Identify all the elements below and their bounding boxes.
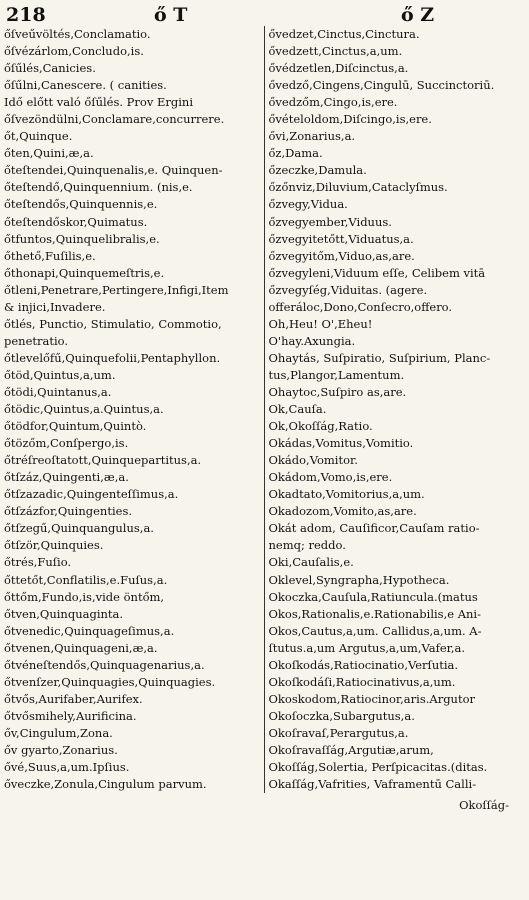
entry-line: O'hay.Axungia.	[268, 333, 356, 348]
page-number: 218	[6, 4, 46, 26]
entry-line: nemq; reddo.	[268, 538, 346, 553]
catchword: Okoſſág-	[459, 798, 509, 813]
entry-line: Oki,Cauſalis,e.	[268, 555, 354, 570]
entry-line: Okadtato,Vomitorius,a,um.	[268, 487, 425, 502]
columns	[4, 26, 525, 793]
entry-line: őz,Dama.	[268, 146, 323, 161]
entry-line: őttőm,Fundo,is,vide öntőm,	[4, 589, 165, 604]
entry-line: Okoſkodáſi,Ratiocinativus,a,um.	[268, 674, 456, 689]
entry-line: őthonapi,Quinquemeſtris,e.	[4, 265, 165, 280]
entry-line: őveczke,Zonula,Cingulum parvum.	[4, 777, 207, 792]
entry-line: őteſtendő,Quinquennium. (nis,e.	[4, 180, 193, 195]
entry-line: & injici,Invadere.	[4, 299, 106, 314]
entry-line: ővedző,Cingens,Cingulū, Succinctoriū.	[268, 78, 495, 93]
entry-line: Okádom,Vomo,is,ere.	[268, 470, 393, 485]
entry-line: őtſzör,Quinquies.	[4, 538, 104, 553]
entry-line: őtleni,Penetrare,Pertingere,Infigi,Item	[4, 282, 229, 297]
entry-line: őtſzáz,Quingenti,æ,a.	[4, 470, 129, 485]
entry-line: őtréſreoſtatott,Quinquepartitus,a.	[4, 453, 202, 468]
entry-line: őzeczke,Damula.	[268, 163, 367, 178]
entry-line: őzvegyember,Viduus.	[268, 214, 392, 229]
entry-line: Okoſoczka,Subargutus,a.	[268, 708, 415, 723]
left-column	[4, 26, 265, 793]
entry-line: Okoſravaſ,Perargutus,a.	[268, 725, 409, 740]
entry-line: Ok,Okoſſág,Ratio.	[268, 419, 373, 434]
entry-line: őzvegy,Vidua.	[268, 197, 348, 212]
entry-line: őtvenen,Quinquageni,æ,a.	[4, 640, 158, 655]
entry-line: ſtutus.a,um Argutus,a,um,Vafer,a.	[268, 640, 466, 655]
entry-line: őv,Cingulum,Zona.	[4, 725, 113, 740]
entry-line: őſűlni,Canescere. ( canities.	[4, 78, 167, 93]
entry-line: offeráloc,Dono,Conſecro,offero.	[268, 299, 453, 314]
entry-line: őſűlés,Canicies.	[4, 61, 96, 76]
entry-line: Ok,Cauſa.	[268, 402, 327, 417]
entry-line: őtvős,Aurifaber,Aurifex.	[4, 691, 143, 706]
right-running-head: ő Z	[401, 4, 435, 26]
left-running-head: ő T	[154, 4, 188, 26]
entry-line: Okoſſág,Solertia, Perſpicacitas.(ditas.	[268, 760, 488, 775]
entry-line: őtſzazadic,Quingenteſſimus,a.	[4, 487, 179, 502]
entry-line: őtödic,Quintus,a.Quintus,a.	[4, 402, 164, 417]
entry-line: őſveűvöltés,Conclamatio.	[4, 27, 151, 41]
entry-line: őſvezöndülni,Conclamare,concurrere.	[4, 112, 225, 127]
entry-line: őſvézárlom,Concludo,is.	[4, 44, 144, 59]
entry-line: őtödi,Quintanus,a.	[4, 384, 112, 399]
entry-line: őzőnviz,Diluvium,Cataclyſmus.	[268, 180, 448, 195]
entry-line: őteſtendős,Quinquennis,e.	[4, 197, 158, 212]
entry-line: ővé,Suus,a,um.Ipſius.	[4, 760, 130, 775]
entry-line: Okoſkodás,Ratiocinatio,Verſutia.	[268, 657, 459, 672]
entry-line: őtrés,Fuſio.	[4, 555, 72, 570]
entry-line: őtvenedic,Quinquageſimus,a.	[4, 623, 175, 638]
page-header	[4, 4, 525, 26]
entry-line: őt,Quinque.	[4, 129, 73, 144]
entry-line: Ohaytoc,Suſpiro as,are.	[268, 384, 407, 399]
entry-line: őtven,Quinquaginta.	[4, 606, 124, 621]
entry-line: őv gyarto,Zonarius.	[4, 742, 118, 757]
entry-line: őten,Quini,æ,a.	[4, 146, 94, 161]
entry-line: Okádo,Vomitor.	[268, 453, 358, 468]
entry-line: Oh,Heu! O',Eheu!	[268, 316, 373, 331]
entry-line: őzvegyleni,Viduum eſſe, Celibem vitā	[268, 265, 486, 280]
entry-line: ővedzőm,Cingo,is,ere.	[268, 95, 398, 110]
entry-line: őtözőm,Conſpergo,is.	[4, 436, 129, 451]
entry-line: Okoskodom,Ratiocinor,aris.Argutor	[268, 691, 476, 706]
entry-line: Ohaytás, Suſpiratio, Suſpirium, Planc-	[268, 350, 491, 365]
entry-line: Okádas,Vomitus,Vomitio.	[268, 436, 414, 451]
entry-line: ővi,Zonarius,a.	[268, 129, 356, 144]
entry-line: ővételoldom,Diſcingo,is,ere.	[268, 112, 432, 127]
entry-line: őzvegyitetőtt,Viduatus,a.	[268, 231, 414, 246]
entry-line: őtvéneſtendős,Quinquagenarius,a.	[4, 657, 205, 672]
entry-line: tus,Plangor,Lamentum.	[268, 367, 405, 382]
entry-line: őtödfor,Quintum,Quintò.	[4, 419, 147, 434]
entry-line: őtvenſzer,Quinquagies,Quinquagies.	[4, 674, 216, 689]
entry-line: őzvegyitőm,Viduo,as,are.	[268, 248, 415, 263]
entry-line: őtſzázfor,Quingenties.	[4, 504, 132, 519]
entry-line: őtſzegű,Quinquangulus,a.	[4, 521, 154, 536]
entry-line: Okos,Cautus,a,um. Callidus,a,um. A-	[268, 623, 482, 638]
entry-line: őtvősmihely,Aurificina.	[4, 708, 137, 723]
entry-line: őtfuntos,Quinquelibralis,e.	[4, 231, 160, 246]
entry-line: őtlevelőfű,Quinquefolii,Pentaphyllon.	[4, 350, 221, 365]
entry-line: Okoczka,Cauſula,Ratiuncula.(matus	[268, 589, 478, 604]
entry-line: Okaſſág,Vafrities, Vaframentū Calli-	[268, 777, 477, 792]
entry-line: ővedzett,Cinctus,a,um.	[268, 44, 403, 59]
entry-line: őteſtendőskor,Quimatus.	[4, 214, 148, 229]
entry-line: Okoſravaſſág,Argutiæ,arum,	[268, 742, 434, 757]
entry-line: Okadozom,Vomito,as,are.	[268, 504, 417, 519]
entry-line: penetratio.	[4, 333, 69, 348]
entry-line: ővedzet,Cinctus,Cinctura.	[268, 27, 420, 41]
entry-line: Okos,Rationalis,e.Rationabilis,e Ani-	[268, 606, 481, 621]
entry-line: Idő előtt való őſűlés. Prov Ergini	[4, 95, 194, 110]
entry-line: Oklevel,Syngrapha,Hypotheca.	[268, 572, 450, 587]
entry-line: Okát adom, Cauſificor,Cauſam ratio-	[268, 521, 480, 536]
entry-line: őttetőt,Conflatilis,e.Fuſus,a.	[4, 572, 168, 587]
right-column	[265, 26, 526, 793]
entry-line: őtlés, Punctio, Stimulatio, Commotio,	[4, 316, 222, 331]
entry-line: őthető,Fuſilis,e.	[4, 248, 96, 263]
entry-line: őzvegyſég,Viduitas. (agere.	[268, 282, 428, 297]
entry-line: őtöd,Quintus,a,um.	[4, 367, 116, 382]
entry-line: ővédzetlen,Diſcinctus,a.	[268, 61, 409, 76]
entry-line: őteſtendei,Quinquenalis,e. Quinquen-	[4, 163, 223, 178]
